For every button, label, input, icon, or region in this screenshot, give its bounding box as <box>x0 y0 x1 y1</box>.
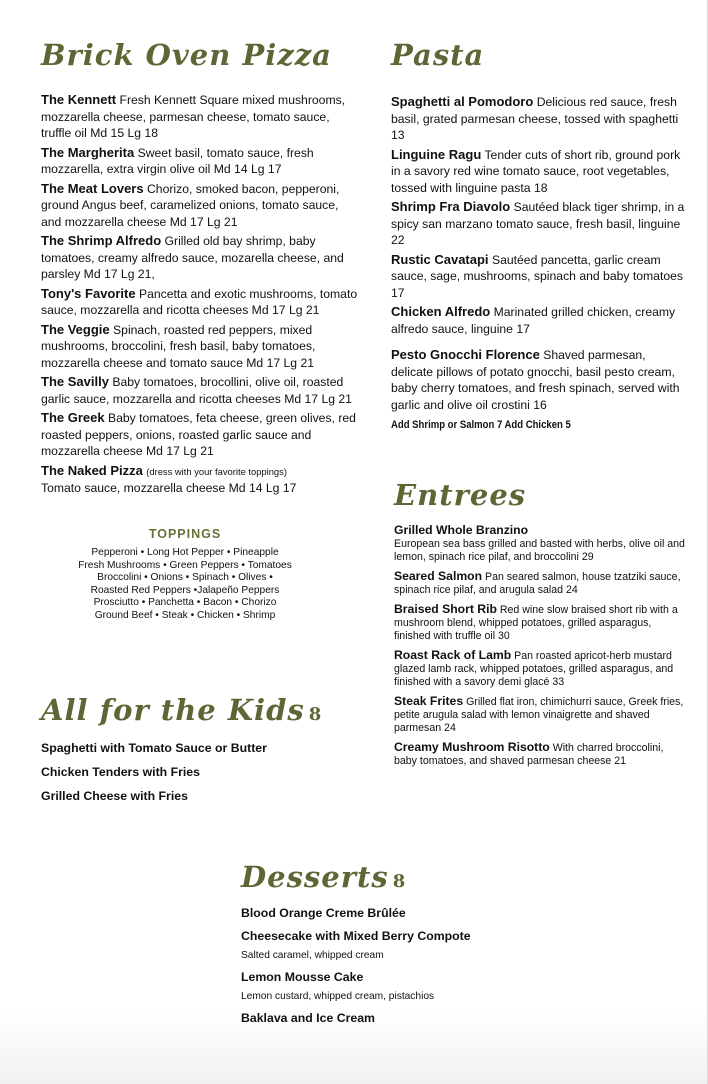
item-desc: Red wine slow braised short rib with a mushroom blend, whipped potatoes, grilled asparagus, finished with truffle oil 30 <box>394 604 678 642</box>
toppings-line: Roasted Red Peppers •Jalapeño Peppers <box>90 584 280 596</box>
menu-item-naked-pizza <box>41 463 359 497</box>
item-desc: Sweet basil, tomato sauce, fresh mozzarella, extra virgin olive oil Md 14 Lg 17 <box>41 145 314 176</box>
dessert-desc: Lemon custard, whipped cream, pistachios <box>241 991 435 1002</box>
pizza-section <box>41 38 359 500</box>
pasta-addon: Add Shrimp or Salmon 7 Add Chicken 5 <box>391 419 571 431</box>
toppings-line: Broccolini • Onions • Spinach • Olives • <box>97 572 273 584</box>
desserts-title: Desserts <box>241 860 389 894</box>
menu-item <box>394 524 686 564</box>
item-name: Rustic Cavatapi <box>391 251 489 267</box>
item-name: Braised Short Rib <box>394 602 497 616</box>
toppings-line: Pepperoni • Long Hot Pepper • Pineapple <box>91 547 279 558</box>
item-desc: Fresh Kennett Square mixed mushrooms, mozzarella cheese, parmesan cheese, tomato sauce, truffle oil Md 15 Lg 18 <box>41 93 346 140</box>
item-desc: Delicious red sauce, fresh basil, grated parmesan cheese, tossed with spaghetti 13 <box>391 95 679 142</box>
kids-item: Spaghetti with Tomato Sauce or Butter <box>41 741 267 755</box>
item-desc: Tomato sauce, mozzarella cheese Md 14 Lg 17 <box>41 481 297 495</box>
menu-item <box>41 322 359 372</box>
toppings-section <box>70 527 300 623</box>
kids-title: All for the Kids <box>41 693 305 727</box>
item-desc: Shaved parmesan, delicate pillows of potato gnocchi, basil pesto cream, baby cherry tomatoes, and fresh spinach, served with garlic and olive oil crostini 16 <box>391 348 680 412</box>
item-desc: Sautéed black tiger shrimp, in a spicy san marzano tomato sauce, fresh basil, linguine 22 <box>391 200 685 247</box>
menu-item <box>391 94 689 144</box>
menu-item <box>41 181 359 231</box>
menu-item <box>394 695 686 735</box>
menu-item <box>391 347 689 413</box>
item-desc: Tender cuts of short rib, ground pork in a savory red wine tomato sauce, root vegetables, tossed with linguine pasta 18 <box>391 147 681 195</box>
item-desc: Baby tomatoes, feta cheese, green olives, red roasted peppers, onions, roasted garlic sauce and mozzarella cheese Md 17 Lg 21 <box>41 411 356 458</box>
item-desc: Pancetta and exotic mushrooms, tomato sauce, mozzarella and ricotta cheeses Md 17 Lg 21 <box>41 286 358 317</box>
item-name: The Meat Lovers <box>41 180 144 196</box>
kids-heading <box>41 693 341 727</box>
menu-item <box>41 145 359 178</box>
item-name: The Naked Pizza <box>41 462 143 478</box>
item-name: Seared Salmon <box>394 569 483 583</box>
menu-item <box>41 286 359 319</box>
dessert-item: Lemon Mousse Cake <box>241 970 364 984</box>
item-desc: Pan roasted apricot-herb mustard glazed lamb rack, whipped potatoes, grilled asparagus, and finished with a savory demi glacé 33 <box>394 650 674 688</box>
menu-item <box>41 374 359 407</box>
toppings-line: Prosciutto • Panchetta • Bacon • Chorizo <box>93 597 277 609</box>
item-name: The Veggie <box>41 321 110 337</box>
menu-item <box>391 147 689 197</box>
kids-section <box>41 693 341 813</box>
item-name: Spaghetti al Pomodoro <box>391 94 534 109</box>
menu-item <box>391 252 689 302</box>
kids-item: Chicken Tenders with Fries <box>41 765 200 779</box>
item-desc: Baby tomatoes, brocollini, olive oil, roasted garlic sauce, mozzarella and ricotta cheeses Md 17 Lg 21 <box>41 375 352 406</box>
menu-item <box>41 410 359 460</box>
dessert-item: Baklava and Ice Cream <box>241 1011 375 1025</box>
menu-item <box>394 741 686 768</box>
toppings-line: Ground Beef • Steak • Chicken • Shrimp <box>94 609 276 621</box>
dessert-item: Blood Orange Creme Brûlée <box>241 906 406 920</box>
dessert-item: Cheesecake with Mixed Berry Compote <box>241 929 471 943</box>
item-desc: Pan seared salmon, house tzatziki sauce, spinach rice pilaf, and arugula salad 24 <box>394 571 681 596</box>
item-name: Grilled Whole Branzino <box>394 523 529 537</box>
item-name: Roast Rack of Lamb <box>394 648 512 662</box>
desserts-price: 8 <box>392 871 407 892</box>
item-name: Pesto Gnocchi Florence <box>391 347 540 362</box>
item-name: The Savilly <box>41 374 109 389</box>
item-name: Tony's Favorite <box>41 285 136 301</box>
item-note: (dress with your favorite toppings) <box>146 465 287 477</box>
menu-item <box>391 199 689 249</box>
item-name: Shrimp Fra Diavolo <box>391 199 511 214</box>
menu-item <box>41 233 359 283</box>
item-name: The Shrimp Alfredo <box>41 233 162 248</box>
dessert-desc: Salted caramel, whipped cream <box>241 950 384 961</box>
item-name: The Greek <box>41 410 105 425</box>
entrees-section <box>394 478 686 774</box>
toppings-title: TOPPINGS <box>148 527 222 541</box>
item-desc: Grilled flat iron, chimichurri sauce, Greek fries, petite arugula salad with lemon vinaigrette and shaved parmesan 24 <box>394 696 684 734</box>
item-desc: Sautéed pancetta, garlic cream sauce, sage, mushrooms, spinach and baby tomatoes 17 <box>391 252 683 300</box>
item-name: Creamy Mushroom Risotto <box>394 740 550 754</box>
entrees-heading: Entrees <box>394 478 527 512</box>
item-name: The Margherita <box>41 144 135 160</box>
item-desc: Chorizo, smoked bacon, pepperoni, ground Angus beef, caramelized onions, tomato sauce, and mozzarella cheese Md 17 Lg 21 <box>41 181 340 229</box>
item-name: Chicken Alfredo <box>391 304 491 319</box>
pasta-section <box>391 38 689 431</box>
menu-item <box>391 304 689 337</box>
pasta-heading: Pasta <box>391 38 485 72</box>
item-desc: Spinach, roasted red peppers, mixed mushrooms, broccolini, fresh basil, baby tomatoes, mozzarella cheese and tomato sauce Md 17 Lg 21 <box>41 322 316 370</box>
item-desc: With charred broccolini, baby tomatoes, and shaved parmesan cheese 21 <box>394 742 664 767</box>
item-name: The Kennett <box>41 92 117 107</box>
item-desc: Marinated grilled chicken, creamy alfredo sauce, linguine 17 <box>391 305 676 336</box>
menu-item <box>394 570 686 597</box>
menu-item <box>41 92 359 142</box>
kids-item: Grilled Cheese with Fries <box>41 789 188 803</box>
desserts-section <box>241 860 571 1025</box>
item-name: Linguine Ragu <box>391 146 482 162</box>
item-name: Steak Frites <box>394 694 464 708</box>
desserts-heading <box>241 860 571 894</box>
kids-price: 8 <box>308 704 323 725</box>
menu-item <box>394 603 686 643</box>
toppings-line: Fresh Mushrooms • Green Peppers • Tomatoes <box>78 559 292 571</box>
item-desc: European sea bass grilled and basted with herbs, olive oil and lemon, spinach rice pilaf, and broccolini 29 <box>394 538 685 563</box>
item-desc: Grilled old bay shrimp, baby tomatoes, creamy alfredo sauce, mozarella cheese, and parsley Md 17 Lg 21, <box>41 234 344 281</box>
pizza-heading: Brick Oven Pizza <box>41 38 332 72</box>
menu-item <box>394 649 686 689</box>
